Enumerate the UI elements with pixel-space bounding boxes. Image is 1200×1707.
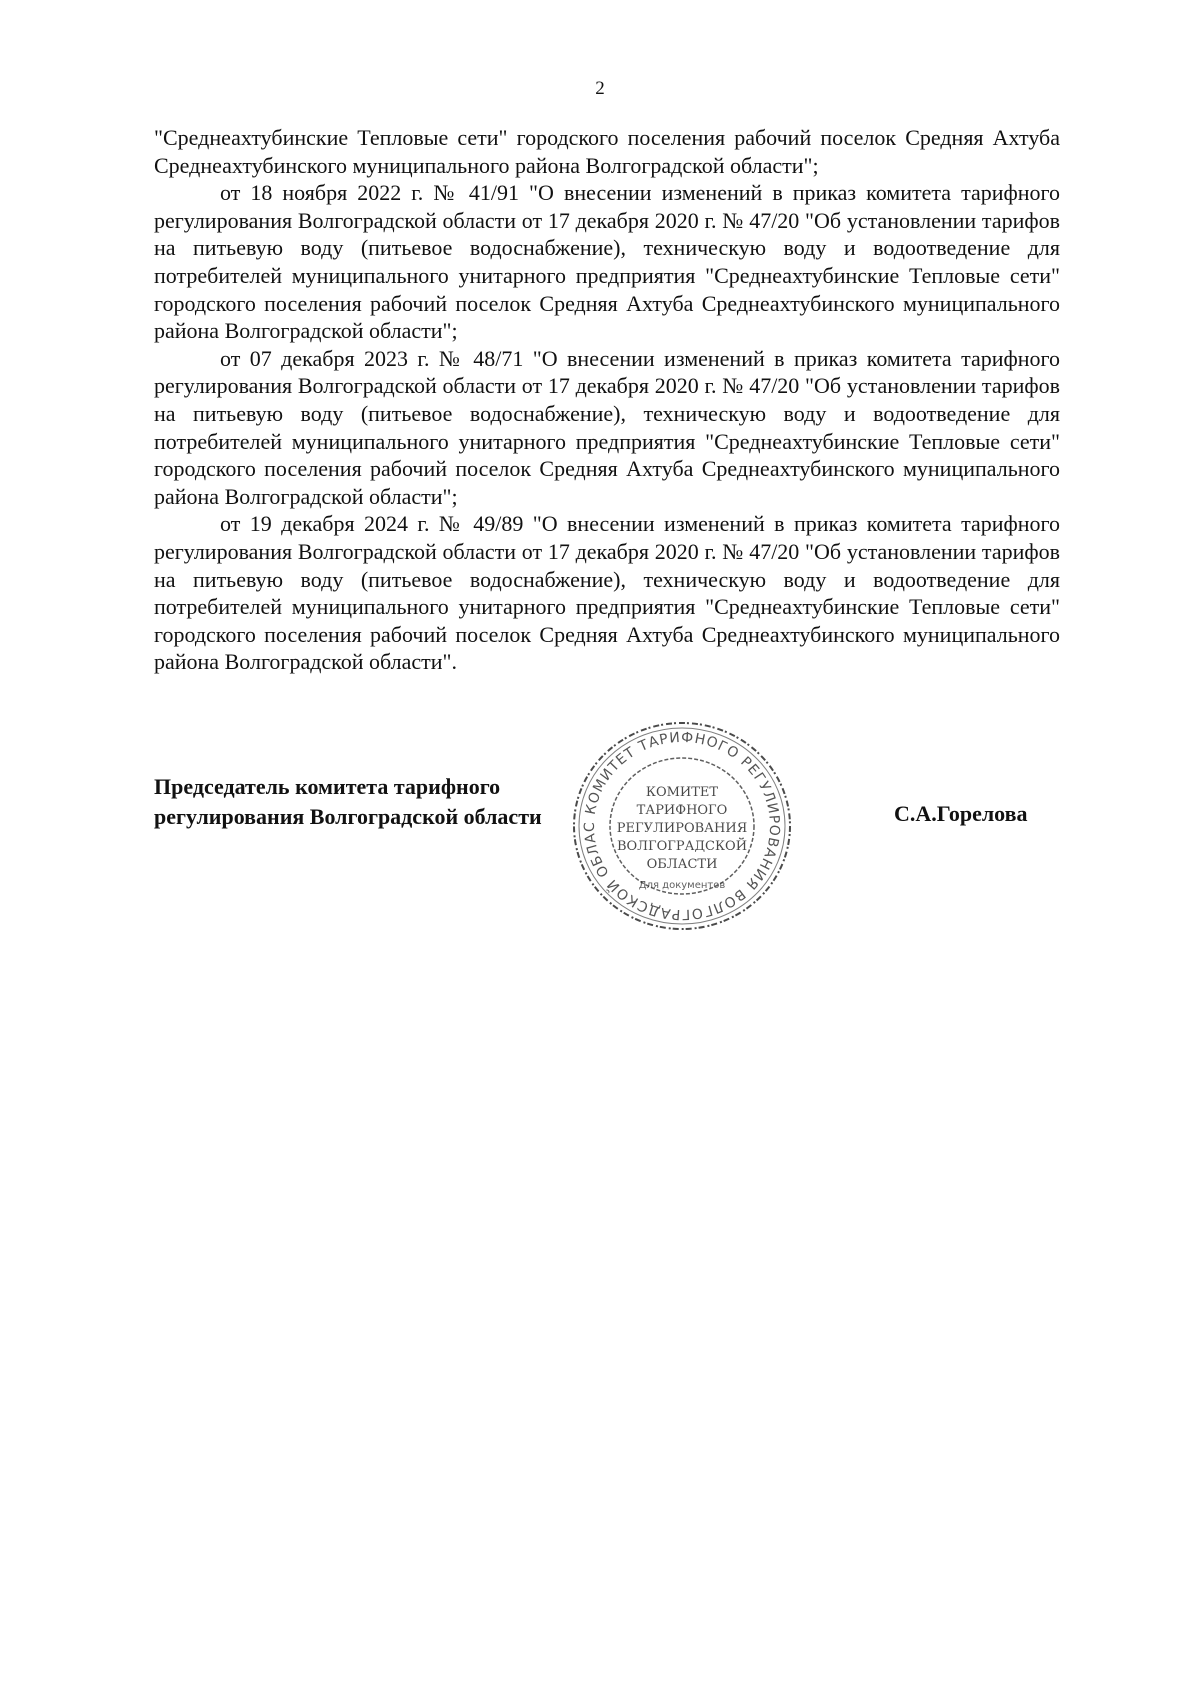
svg-text:ОБЛАСТИ: ОБЛАСТИ xyxy=(646,857,718,872)
signatory-title-line-2: регулирования Волгоградской области xyxy=(154,804,542,829)
svg-text:КОМИТЕТ ТАРИФНОГО РЕГУЛИРОВАНИ: КОМИТЕТ ТАРИФНОГО РЕГУЛИРОВАНИЯ ВОЛГОГРАДСКОЙ ОБЛАС xyxy=(581,729,783,923)
paragraph-order-2022: от 18 ноября 2022 г. № 41/91 "О внесении изменений в приказ комитета тарифного регулирования Волгоградской области от 17 декабря 2020 г. № 47/20 "Об установлении тарифов на питьевую воду (питьевое водоснабжение), техническую воду и водоотведение для потребителей муниципального унитарного предприятия "Среднеахтубинские Тепловые сети" городского поселения рабочий поселок Средняя Ахтуба Среднеахтубинского муниципального района Волгоградской области"; xyxy=(154,180,1060,344)
page-number: 2 xyxy=(595,78,605,99)
seal-icon xyxy=(568,716,796,936)
svg-text:ВОЛГОГРАДСКОЙ: ВОЛГОГРАДСКОЙ xyxy=(616,839,748,854)
signatory-title xyxy=(154,772,542,832)
paragraph-order-2024: от 19 декабря 2024 г. № 49/89 "О внесении изменений в приказ комитета тарифного регулирования Волгоградской области от 17 декабря 2020 г. № 47/20 "Об установлении тарифов на питьевую воду (питьевое водоснабжение), техническую воду и водоотведение для потребителей муниципального унитарного предприятия "Среднеахтубинские Тепловые сети" городского поселения рабочий поселок Средняя Ахтуба Среднеахтубинского муниципального района Волгоградской области". xyxy=(154,511,1060,675)
signatory-title-line-1: Председатель комитета тарифного xyxy=(154,774,501,799)
document-body xyxy=(154,124,1060,676)
svg-text:КОМИТЕТ: КОМИТЕТ xyxy=(645,785,719,800)
official-seal-stamp xyxy=(568,716,796,936)
svg-text:Для документов: Для документов xyxy=(638,880,726,891)
signatory-name: С.А.Горелова xyxy=(894,801,1028,826)
paragraph-continuation: "Среднеахтубинские Тепловые сети" городского поселения рабочий поселок Средняя Ахтуба Среднеахтубинского муниципального района Волгоградской области"; xyxy=(154,125,1060,178)
svg-text:ТАРИФНОГО: ТАРИФНОГО xyxy=(636,803,728,818)
paragraph-order-2023: от 07 декабря 2023 г. № 48/71 "О внесении изменений в приказ комитета тарифного регулирования Волгоградской области от 17 декабря 2020 г. № 47/20 "Об установлении тарифов на питьевую воду (питьевое водоснабжение), техническую воду и водоотведение для потребителей муниципального унитарного предприятия "Среднеахтубинские Тепловые сети" городского поселения рабочий поселок Средняя Ахтуба Среднеахтубинского муниципального района Волгоградской области"; xyxy=(154,345,1060,509)
svg-text:РЕГУЛИРОВАНИЯ: РЕГУЛИРОВАНИЯ xyxy=(616,821,748,836)
